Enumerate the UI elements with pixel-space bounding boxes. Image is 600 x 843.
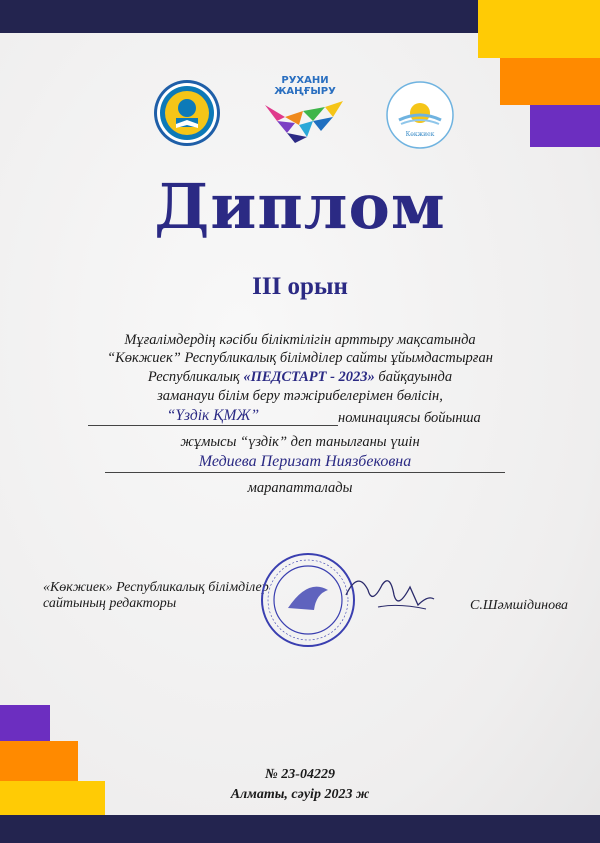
- rukhani-zhangyru-logo-icon: [255, 97, 355, 145]
- bottom-band: [0, 815, 600, 843]
- body-line-6: жұмысы “үздік” деп танылғаны үшін: [180, 434, 420, 450]
- signer-name: С.Шәмшідинова: [470, 598, 569, 613]
- editor-line-2: сайтының редакторы: [43, 596, 177, 611]
- awarded-text: марапатталады: [247, 480, 353, 496]
- corner-yellow-block: [478, 0, 600, 58]
- corner-orange-block: [500, 58, 600, 105]
- handwritten-signature-icon: [338, 565, 438, 620]
- nomination-line: [88, 407, 528, 429]
- ministry-emblem-icon: [152, 78, 222, 148]
- nomination-name: “Үздік ҚМЖ”: [88, 407, 338, 426]
- left-purple-block: [0, 705, 50, 741]
- body-line-4: заманауи білім беру тәжірибелерімен бөлісін,: [157, 388, 443, 404]
- line3-prefix: Республикалық: [147, 369, 240, 385]
- editor-line-1: «Көкжиек» Республикалық білімділер: [43, 580, 269, 595]
- kokzhiek-logo-icon: [385, 80, 455, 150]
- diploma-title: Диплом: [154, 170, 446, 243]
- logo-text-line1: РУХАНИ: [281, 75, 329, 86]
- logo-text-line2: ЖАҢҒЫРУ: [274, 86, 336, 97]
- body-line-3: [70, 368, 530, 386]
- diploma-number: № 23-04229: [265, 767, 335, 782]
- issue-date: Алматы, сәуір 2023 ж: [230, 787, 370, 802]
- competition-name: «ПЕДСТАРТ - 2023»: [243, 369, 375, 385]
- rukhani-zhangyru-logo: [255, 75, 355, 145]
- kokzhiek-caption: Көкжиек: [405, 131, 435, 138]
- nomination-suffix: номинациясы бойынша: [338, 410, 481, 426]
- body-line-1: Мұғалімдердің кәсіби біліктілігін арттыру мақсатында: [124, 332, 476, 348]
- line3-suffix: байқауында: [378, 369, 453, 385]
- body-line-2: “Көкжиек” Республикалық білімділер сайты ұйымдастырған: [107, 350, 493, 366]
- corner-purple-block: [530, 105, 600, 147]
- award-place: III орын: [252, 273, 348, 300]
- recipient-name: Медиева Перизат Ниязбековна: [105, 452, 505, 473]
